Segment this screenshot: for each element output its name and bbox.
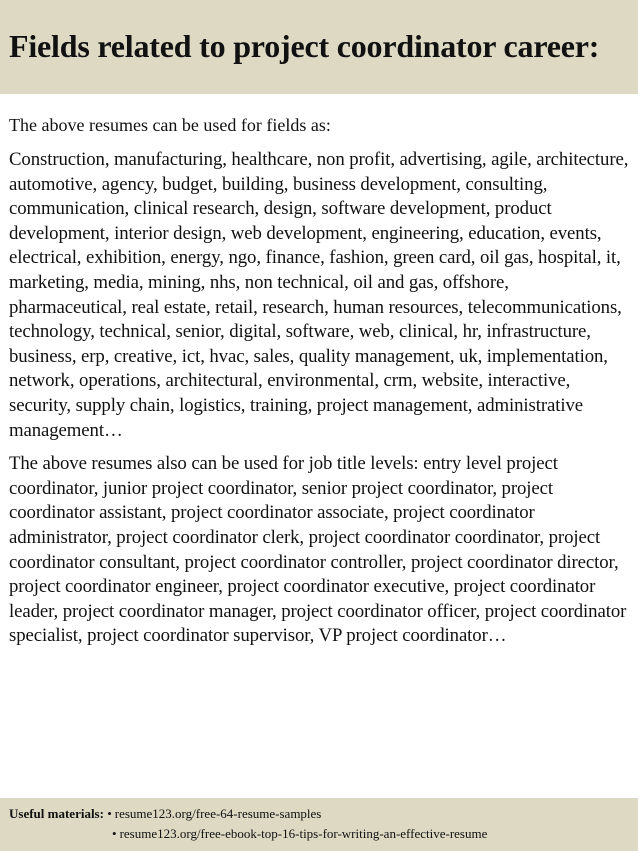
bullet-icon: • — [107, 806, 112, 821]
main-content — [9, 113, 631, 658]
useful-materials-footer — [0, 798, 638, 851]
useful-materials-label: Useful materials: — [9, 806, 104, 821]
fields-paragraph: Construction, manufacturing, healthcare, non profit, advertising, agile, architecture, automotive, agency, budget, building, business development, consulting, communication, clinical research, design, software development, product development, interior design, web development, engineering, education, events, electrical, exhibition, energy, ngo, finance, fashion, green card, oil gas, hospital, it, marketing, media, mining, nhs, non technical, oil and gas, offshore, pharmaceutical, real estate, retail, research, human resources, telecommunications, technology, technical, senior, digital, software, web, clinical, hr, infrastructure, business, erp, creative, ict, hvac, sales, quality management, uk, implementation, network, operations, architectural, environmental, crm, website, interactive, security, supply chain, logistics, training, project management, administrative management… — [9, 149, 629, 441]
job-levels-paragraph: The above resumes also can be used for job title levels: entry level project coordinator, junior project coordinator, senior project coordinator, project coordinator assistant, project coordinator associate, project coordinator administrator, project coordinator clerk, project coordinator coordinator, project coordinator consultant, project coordinator controller, project coordinator director, project coordinator engineer, project coordinator executive, project coordinator leader, project coordinator manager, project coordinator officer, project coordinator specialist, project coordinator supervisor, VP project coordinator… — [9, 453, 627, 647]
link-ebook-tips[interactable]: resume123.org/free-ebook-top-16-tips-for-writing-an-effective-resume — [119, 826, 488, 841]
bullet-icon: • — [112, 826, 117, 841]
intro-text: The above resumes can be used for fields as: — [9, 115, 331, 135]
footer-row-2 — [9, 824, 638, 844]
link-resume-samples[interactable]: resume123.org/free-64-resume-samples — [114, 806, 322, 821]
footer-row-1 — [9, 804, 638, 824]
title-banner — [0, 0, 638, 94]
page-title: Fields related to project coordinator career: — [9, 28, 600, 64]
